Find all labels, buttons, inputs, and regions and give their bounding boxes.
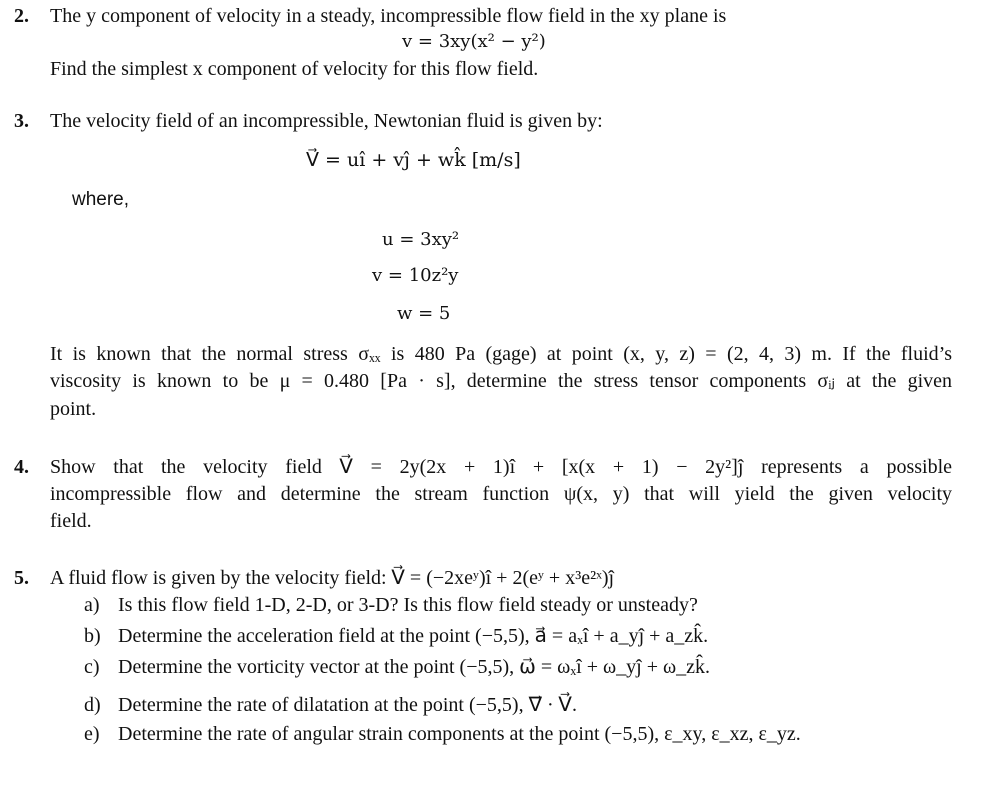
q5-item-c-text: Determine the vorticity vector at the point (−5,5), ω⃗ = ωₓî + ω_yĵ + ω_zk̂.: [118, 656, 711, 678]
q5-item-b-text: Determine the acceleration field at the point (−5,5), a⃗ = aₓî + a_yĵ + a_zk̂.: [118, 625, 709, 647]
q2-text-line2: Find the simplest x component of velocity for this flow field.: [50, 58, 539, 80]
q5-item-e-label: e): [84, 723, 100, 745]
q3-velocity-equation: V⃗ = uî + vĵ + wk̂ [m/s]: [306, 149, 521, 171]
q5-item-b-label: b): [84, 625, 101, 647]
q4-text-line1: Show that the velocity field V⃗ = 2y(2x + 1)î + [x(x + 1) − 2y²]ĵ represents a possible: [50, 456, 952, 478]
q3-equation-w: w = 5: [397, 303, 451, 324]
q2-number: 2.: [14, 5, 29, 27]
q4-text-line3: field.: [50, 510, 92, 532]
q5-item-a-text: Is this flow field 1-D, 2-D, or 3-D? Is this flow field steady or unsteady?: [118, 594, 698, 616]
q2-equation: v = 3xy(x² − y²): [402, 31, 546, 52]
q3-text-line3: viscosity is known to be μ = 0.480 [Pa · s], determine the stress tensor components σᵢⱼ at the given: [50, 370, 952, 392]
q5-item-d-label: d): [84, 694, 101, 716]
q4-text-line2: incompressible flow and determine the stream function ψ(x, y) that will yield the given velocity: [50, 483, 952, 505]
q5-number: 5.: [14, 567, 29, 589]
q3-number: 3.: [14, 110, 29, 132]
q3-text-line2: It is known that the normal stress σₓₓ is 480 Pa (gage) at point (x, y, z) = (2, 4, 3) m. If the fluid’s: [50, 343, 952, 365]
q3-text-line1: The velocity field of an incompressible, Newtonian fluid is given by:: [50, 110, 603, 132]
q3-where-label: where,: [72, 189, 130, 210]
q3-equation-v: v = 10z²y: [372, 265, 459, 286]
q5-item-a-label: a): [84, 594, 100, 616]
q3-text-line4: point.: [50, 398, 97, 420]
q5-item-c-label: c): [84, 656, 100, 678]
q5-item-e-text: Determine the rate of angular strain components at the point (−5,5), ε_xy, ε_xz, ε_yz.: [118, 723, 801, 745]
q5-text-line1: A fluid flow is given by the velocity field: V⃗ = (−2xeʸ)î + 2(eʸ + x³e²ˣ)ĵ: [50, 567, 615, 589]
q2-text-line1: The y component of velocity in a steady, incompressible flow field in the xy plane is: [50, 5, 727, 27]
q3-equation-u: u = 3xy²: [382, 229, 460, 250]
q5-item-d-text: Determine the rate of dilatation at the point (−5,5), ∇⃗ · V⃗.: [118, 694, 577, 716]
q4-number: 4.: [14, 456, 29, 478]
